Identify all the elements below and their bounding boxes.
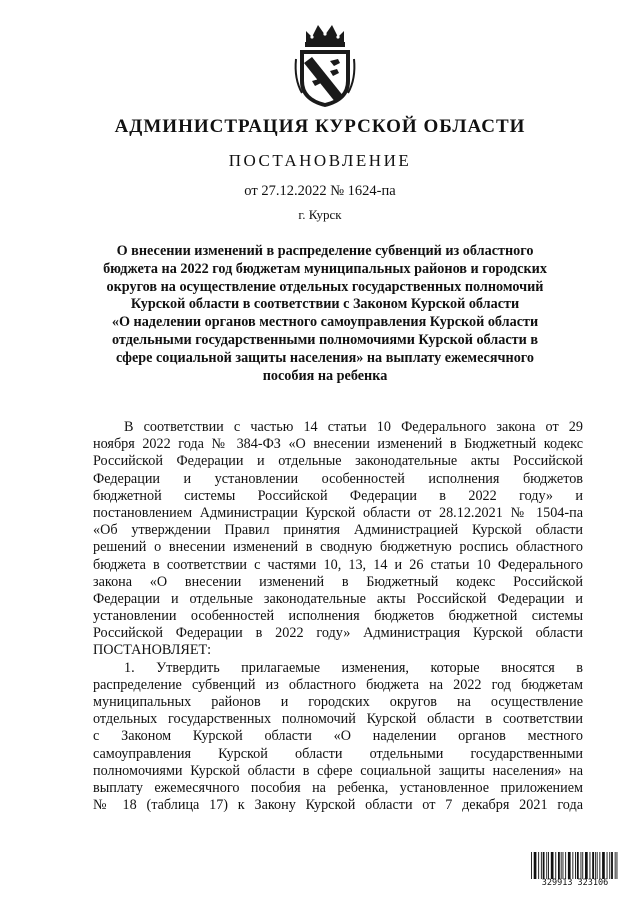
barcode-bar [595, 852, 596, 879]
body-line: В соответствии с частью 14 статьи 10 Федерального закона от 29 [124, 419, 583, 435]
subject-line: округов на осуществление отдельных государственных полномочий [106, 278, 544, 295]
kursk-coat-of-arms-icon [292, 19, 358, 109]
barcode-bar [575, 852, 576, 879]
barcode-bar [555, 852, 556, 879]
subject-line: О внесении изменений в распределение субвенций из областного [116, 243, 534, 259]
body-line: ПОСТАНОВЛЯЕТ: [93, 642, 212, 659]
barcode-bar [611, 852, 613, 879]
barcode-bar [607, 852, 608, 879]
subject-line: сфере социальной защиты населения» на выплату ежемесячного [116, 349, 534, 366]
body-line: муниципальных районов и городских округов на осуществление [93, 694, 583, 710]
body-line: Российской Федерации в 2022 году» Администрация Курской области [93, 625, 583, 642]
barcode-bar [534, 852, 537, 879]
subject-line: отдельными государственными полномочиями Курской области в [112, 331, 538, 348]
barcode-bar [548, 852, 549, 879]
body-line: решений о внесении изменений в сводную бюджетную роспись областного [93, 539, 583, 556]
barcode-bar [581, 852, 582, 879]
barcode-bar [617, 852, 618, 879]
barcode-bar [590, 852, 591, 879]
body-line: Федерации и отдельные законодательные акты Российской Федерации и [93, 590, 583, 607]
barcode-bar [563, 852, 564, 879]
body-line: установлении особенностей исполнения бюджетов бюджетной системы [93, 608, 583, 625]
body-line: бюджета в соответствии с частями 10, 13, 14 и 26 статьи 10 Федерального [93, 556, 583, 573]
body-line: ноября 2022 года № 384-ФЗ «О внесении изменений в Бюджетный кодекс [93, 436, 583, 453]
barcode-number: 329913 323106 [541, 878, 609, 888]
barcode-bar [543, 852, 545, 879]
barcode-bar [577, 852, 579, 879]
body-line: распределение субвенций из областного бюджета на 2022 год бюджетам [93, 676, 583, 693]
barcode-bar [609, 852, 610, 879]
barcode-bar [541, 852, 542, 879]
body-line: с Законом Курской области «О наделении органов местного [93, 728, 583, 745]
body-line: постановлением Администрации Курской области от 28.12.2021 № 1504-па [93, 504, 583, 521]
document-subject [90, 243, 560, 385]
document-city: г. Курск [298, 207, 342, 222]
barcode-bar [572, 852, 573, 879]
barcode-bars-icon [531, 852, 619, 879]
body-line: № 18 (таблица 17) к Закону Курской области от 7 декабря 2021 года [93, 797, 583, 814]
barcode [531, 852, 619, 889]
organization-title: АДМИНИСТРАЦИЯ КУРСКОЙ ОБЛАСТИ [114, 116, 526, 137]
body-line: полномочиями Курской области в сфере социальной защиты населения» на [93, 762, 583, 779]
document-number: от 27.12.2022 № 1624-па [244, 183, 396, 199]
body-line: самоуправления Курской области отдельными государственными [93, 745, 583, 762]
subject-line: Курской области в соответствии с Законом Курской области [130, 296, 520, 313]
document-body [93, 419, 583, 814]
body-line: Российской Федерации и отдельные законодательные акты Российской [93, 453, 583, 470]
body-line: 1. Утвердить прилагаемые изменения, которые вносятся в [124, 659, 583, 676]
barcode-bar [592, 852, 594, 879]
barcode-bar [599, 852, 600, 879]
subject-line: бюджета на 2022 год бюджетам муниципальных районов и городских [103, 260, 547, 277]
body-line: закона «О внесении изменений в Бюджетный кодекс Российской [93, 573, 583, 590]
barcode-bar [585, 852, 588, 879]
barcode-bar [538, 852, 539, 879]
body-line: отдельных государственных полномочий Курской области в соответствии [93, 711, 583, 728]
barcode-bar [582, 852, 583, 879]
barcode-bar [565, 852, 566, 879]
body-line: выплату ежемесячного пособия на ребенка, установленное приложением [93, 779, 583, 796]
barcode-bar [561, 852, 562, 879]
subject-line: пособия на ребенка [262, 367, 388, 384]
barcode-bar [546, 852, 547, 879]
barcode-bar [568, 852, 571, 879]
barcode-bar [558, 852, 560, 879]
subject-line: «О наделении органов местного самоуправления Курской области [111, 314, 539, 331]
body-line: «Об утверждении Правил принятия Администрацией Курской области [93, 522, 583, 539]
body-line: Федерации и установлении особенностей исполнения бюджетов [93, 470, 583, 487]
barcode-bar [602, 852, 605, 879]
barcode-bar [551, 852, 554, 879]
document-type: ПОСТАНОВЛЕНИЕ [228, 151, 412, 170]
body-line: бюджетной системы Российской Федерации в 2022 году» и [93, 487, 583, 504]
barcode-bar [615, 852, 616, 879]
barcode-bar [531, 852, 532, 879]
barcode-bar [597, 852, 598, 879]
